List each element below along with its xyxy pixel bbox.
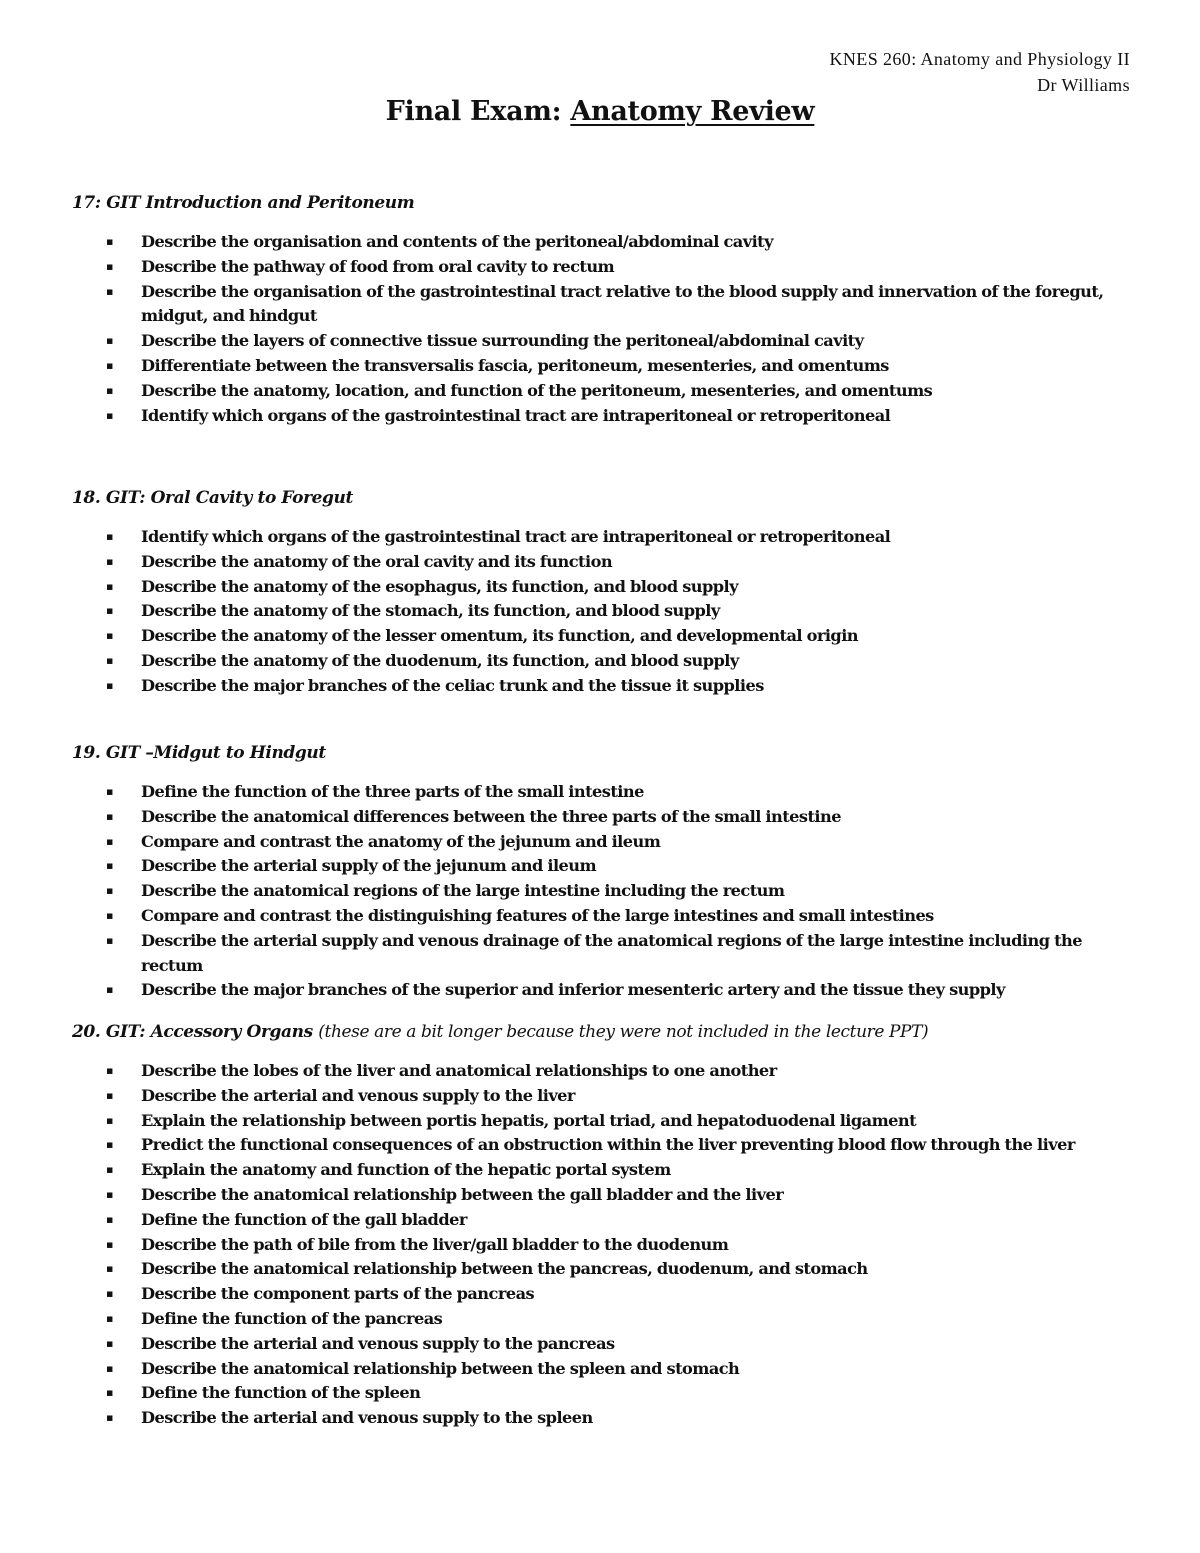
document-header — [830, 46, 1131, 98]
objective-text: Define the function of the pancreas — [141, 1308, 443, 1328]
section-17 — [72, 191, 1142, 428]
objective-text: Describe the anatomy of the esophagus, its function, and blood supply — [141, 576, 738, 596]
bullet-icon: ▪ — [106, 334, 113, 348]
objective-text: Differentiate between the transversalis fascia, peritoneum, mesenteries, and omentums — [141, 355, 889, 375]
bullet-icon: ▪ — [106, 1287, 113, 1301]
bullet-icon: ▪ — [106, 1262, 113, 1276]
objective-item — [72, 1133, 1142, 1158]
bullet-icon: ▪ — [106, 629, 113, 643]
objective-text: Describe the organisation of the gastrointestinal tract relative to the blood supply and innervation of the foregut, midgut, and hindgut — [141, 281, 1104, 326]
objective-text: Describe the anatomical relationship between the gall bladder and the liver — [141, 1184, 784, 1204]
objective-text: Describe the layers of connective tissue surrounding the peritoneal/abdominal cavity — [141, 331, 864, 351]
objective-text: Compare and contrast the anatomy of the jejunum and ileum — [141, 831, 661, 851]
bullet-icon: ▪ — [106, 530, 113, 543]
bullet-icon: ▪ — [106, 259, 113, 273]
objective-text: Compare and contrast the distinguishing features of the large intestines and small intestines — [141, 905, 934, 925]
objective-item — [72, 404, 1142, 429]
objective-text: Describe the pathway of food from oral cavity to rectum — [141, 256, 615, 276]
objective-item — [72, 354, 1142, 379]
bullet-icon: ▪ — [106, 1187, 113, 1201]
objective-text: Describe the anatomy, location, and function of the peritoneum, mesenteries, and omentums — [141, 380, 933, 400]
objective-item — [72, 929, 1142, 979]
course-name: KNES 260: Anatomy and Physiology II — [829, 49, 1130, 69]
objective-item — [72, 1059, 1142, 1084]
bullet-icon: ▪ — [106, 1088, 113, 1102]
objective-item — [72, 599, 1142, 624]
section-heading: 18. GIT: Oral Cavity to Foregut — [72, 488, 353, 508]
objective-item — [72, 674, 1142, 699]
objective-text: Describe the lobes of the liver and anatomical relationships to one another — [141, 1061, 777, 1080]
objective-text: Describe the path of bile from the liver/gall bladder to the duodenum — [141, 1234, 729, 1254]
objective-item — [72, 780, 1142, 805]
objective-text: Describe the arterial and venous supply to the liver — [141, 1085, 575, 1105]
bullet-icon: ▪ — [106, 908, 113, 922]
objective-item — [72, 1208, 1142, 1233]
objective-item — [72, 1084, 1142, 1109]
bullet-icon: ▪ — [106, 408, 113, 422]
objective-text: Define the function of the gall bladder — [141, 1209, 467, 1229]
objective-text: Describe the anatomy of the duodenum, its function, and blood supply — [141, 650, 739, 670]
bullet-icon: ▪ — [106, 1336, 113, 1350]
objective-item — [72, 854, 1142, 879]
section-heading: 17: GIT Introduction and Peritoneum — [72, 193, 415, 213]
objective-text: Define the function of the spleen — [141, 1383, 421, 1403]
objective-text: Identify which organs of the gastrointestinal tract are intraperitoneal or retroperitoneal — [141, 527, 891, 546]
objective-text: Describe the arterial and venous supply to the pancreas — [141, 1333, 615, 1353]
bullet-icon: ▪ — [106, 554, 113, 568]
objective-item — [72, 1158, 1142, 1183]
objective-text: Describe the organisation and contents of the peritoneal/abdominal cavity — [141, 232, 773, 251]
objective-text: Describe the anatomy of the lesser omentum, its function, and developmental origin — [141, 626, 859, 646]
objective-item — [72, 1307, 1142, 1332]
bullet-icon: ▪ — [106, 1386, 113, 1400]
objective-item — [72, 649, 1142, 674]
bullet-icon: ▪ — [106, 604, 113, 618]
bullet-icon: ▪ — [106, 933, 113, 947]
objective-item — [72, 1183, 1142, 1208]
objective-list — [72, 525, 1142, 699]
objective-item — [72, 329, 1142, 354]
objective-text: Describe the anatomy of the stomach, its function, and blood supply — [141, 601, 720, 621]
objective-item — [72, 1109, 1142, 1134]
objective-text: Explain the anatomy and function of the hepatic portal system — [141, 1160, 671, 1180]
objective-item — [72, 1381, 1142, 1406]
objective-text: Describe the major branches of the superior and inferior mesenteric artery and the tissue they supply — [141, 980, 1005, 1000]
objective-text: Describe the anatomical relationship between the pancreas, duodenum, and stomach — [141, 1259, 868, 1279]
objective-item — [72, 280, 1142, 330]
objective-item — [72, 255, 1142, 280]
objective-item — [72, 1406, 1142, 1431]
bullet-icon: ▪ — [106, 358, 113, 372]
bullet-icon: ▪ — [106, 1411, 113, 1425]
objective-text: Define the function of the three parts of the small intestine — [141, 782, 644, 801]
objective-text: Describe the anatomical regions of the large intestine including the rectum — [141, 881, 785, 901]
bullet-icon: ▪ — [106, 653, 113, 667]
bullet-icon: ▪ — [106, 1237, 113, 1251]
section-heading: 19. GIT –Midgut to Hindgut — [72, 743, 326, 763]
objective-text: Predict the functional consequences of an obstruction within the liver preventing blood flow through the liver — [141, 1135, 1075, 1155]
instructor-name: Dr Williams — [1037, 75, 1130, 95]
objective-text: Describe the anatomy of the oral cavity and its function — [141, 551, 613, 571]
page-title — [0, 96, 1200, 127]
bullet-icon: ▪ — [106, 1311, 113, 1325]
objective-text: Describe the anatomical differences between the three parts of the small intestine — [141, 806, 841, 826]
objective-item — [72, 550, 1142, 575]
section-heading-note: (these are a bit longer because they were not included in the lecture PPT) — [318, 1022, 929, 1042]
section-heading-title: 20. GIT: Accessory Organs — [72, 1022, 313, 1042]
bullet-icon: ▪ — [106, 809, 113, 823]
objective-text: Describe the anatomical relationship between the spleen and stomach — [141, 1358, 740, 1378]
section-20 — [72, 1020, 1142, 1431]
bullet-icon: ▪ — [106, 678, 113, 692]
objective-list — [72, 1059, 1142, 1431]
objective-text: Identify which organs of the gastrointestinal tract are intraperitoneal or retroperitoneal — [141, 405, 891, 425]
objective-text: Explain the relationship between portis hepatis, portal triad, and hepatoduodenal ligament — [141, 1110, 917, 1130]
bullet-icon: ▪ — [106, 1361, 113, 1375]
objective-item — [72, 1357, 1142, 1382]
objective-list — [72, 780, 1142, 1003]
bullet-icon: ▪ — [106, 983, 113, 997]
objective-item — [72, 525, 1142, 550]
bullet-icon: ▪ — [106, 1138, 113, 1152]
bullet-icon: ▪ — [106, 834, 113, 848]
objective-item — [72, 1332, 1142, 1357]
bullet-icon: ▪ — [106, 1113, 113, 1127]
objective-item — [72, 1233, 1142, 1258]
objective-text: Describe the arterial supply and venous drainage of the anatomical regions of the large intestine including the rectum — [141, 930, 1083, 975]
objective-text: Describe the major branches of the celiac trunk and the tissue it supplies — [141, 675, 764, 695]
objective-item — [72, 904, 1142, 929]
objective-item — [72, 978, 1142, 1003]
objective-item — [72, 879, 1142, 904]
title-prefix: Final Exam: — [385, 96, 571, 127]
title-underlined: Anatomy Review — [570, 96, 815, 127]
section-18 — [72, 486, 1142, 699]
bullet-icon: ▪ — [106, 785, 113, 798]
bullet-icon: ▪ — [106, 1163, 113, 1177]
section-heading — [72, 1020, 1142, 1044]
bullet-icon: ▪ — [106, 884, 113, 898]
objective-item — [72, 805, 1142, 830]
section-19 — [72, 741, 1142, 1003]
bullet-icon: ▪ — [106, 383, 113, 397]
bullet-icon: ▪ — [106, 1064, 113, 1077]
objective-text: Describe the arterial supply of the jejunum and ileum — [141, 856, 597, 876]
bullet-icon: ▪ — [106, 1212, 113, 1226]
objective-item — [72, 1282, 1142, 1307]
objective-item — [72, 624, 1142, 649]
objective-item — [72, 379, 1142, 404]
bullet-icon: ▪ — [106, 235, 113, 248]
objective-item — [72, 575, 1142, 600]
objective-item — [72, 230, 1142, 255]
bullet-icon: ▪ — [106, 859, 113, 873]
objective-text: Describe the arterial and venous supply to the spleen — [141, 1408, 593, 1428]
bullet-icon: ▪ — [106, 579, 113, 593]
objective-item — [72, 830, 1142, 855]
objective-list — [72, 230, 1142, 428]
bullet-icon: ▪ — [106, 284, 113, 298]
objective-text: Describe the component parts of the pancreas — [141, 1284, 535, 1304]
objective-item — [72, 1257, 1142, 1282]
